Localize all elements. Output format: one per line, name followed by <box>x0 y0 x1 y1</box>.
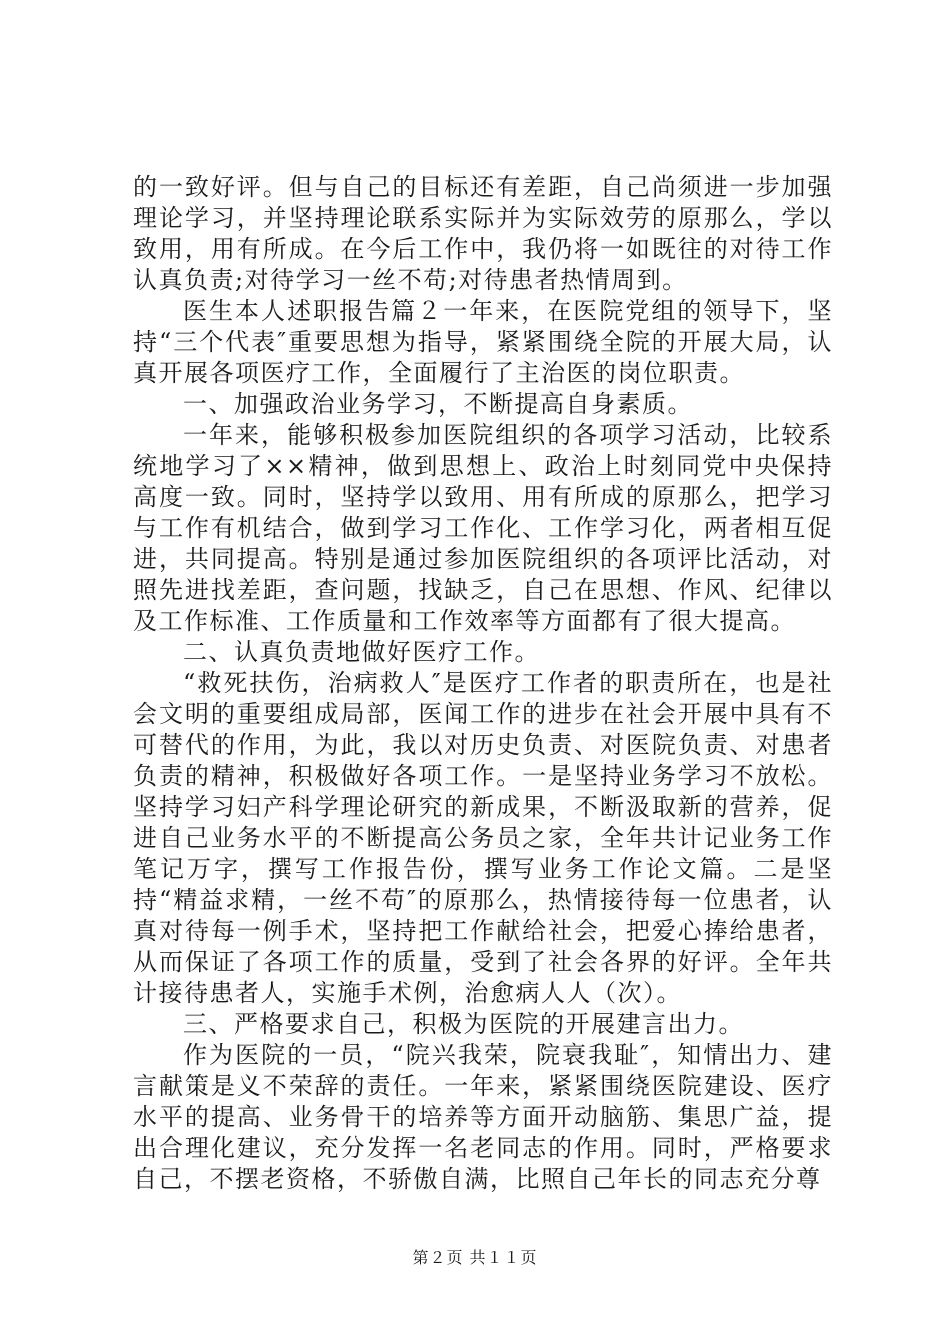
paragraph-report-intro: 医生本人述职报告篇２一年来，在医院党组的领导下，坚持“三个代表″重要思想为指导，紧紧围绕全院的开展大局，认真开展各项医疗工作，全面履行了主治医的岗位职责。 <box>133 297 833 387</box>
paragraph-suggestions: 作为医院的一员，“院兴我荣，院衰我耻″，知情出力、建言献策是义不荣辞的责任。一年来，紧紧围绕医院建设、医疗水平的提高、业务骨干的培养等方面开动脑筋、集思广益，提出合理化建议，充分发挥一名老同志的作用。同时，严格要求自己，不摆老资格，不骄傲自满，比照自己年长的同志充分尊 <box>133 1041 833 1193</box>
paragraph-study: 一年来，能够积极参加医院组织的各项学习活动，比较系统地学习了××精神，做到思想上、政治上时刻同党中央保持高度一致。同时，坚持学以致用、用有所成的原那么，把学习与工作有机结合，做到学习工作化、工作学习化，两者相互促进，共同提高。特别是通过参加医院组织的各项评比活动，对照先进找差距，查问题，找缺乏，自己在思想、作风、纪律以及工作标准、工作质量和工作效率等方面都有了很大提高。 <box>133 421 833 635</box>
paragraph-medical-work: “救死扶伤，治病救人″是医疗工作者的职责所在，也是社会文明的重要组成局部，医闻工作的进步在社会开展中具有不可替代的作用，为此，我以对历史负责、对医院负责、对患者负责的精神，积极做好各项工作。一是坚持业务学习不放松。坚持学习妇产科学理论研究的新成果，不断汲取新的营养，促进自己业务水平的不断提高公务员之家，全年共计记业务工作笔记万字，撰写工作报告份，撰写业务工作论文篇。二是坚持“精益求精，一丝不苟″的原那么，热情接待每一位患者，认真对待每一例手术，坚持把工作献给社会，把爱心捧给患者，从而保证了各项工作的质量，受到了社会各界的好评。全年共计接待患者人，实施手术例，治愈病人人（次）。 <box>133 669 833 1007</box>
page-number-footer: 第２页 共１１页 <box>412 1248 538 1267</box>
section-heading-2: 二、认真负责地做好医疗工作。 <box>183 638 540 666</box>
section-heading-3: 三、严格要求自己，积极为医院的开展建言出力。 <box>183 1010 744 1038</box>
paragraph-continuation: 的一致好评。但与自己的目标还有差距，自己尚须进一步加强理论学习，并坚持理论联系实际并为实际效劳的原那么，学以致用，用有所成。在今后工作中，我仍将一如既往的对待工作认真负责;对待学习一丝不苟;对待患者热情周到。 <box>133 173 833 294</box>
section-heading-1: 一、加强政治业务学习，不断提高自身素质。 <box>183 390 693 418</box>
document-body <box>133 172 833 1195</box>
